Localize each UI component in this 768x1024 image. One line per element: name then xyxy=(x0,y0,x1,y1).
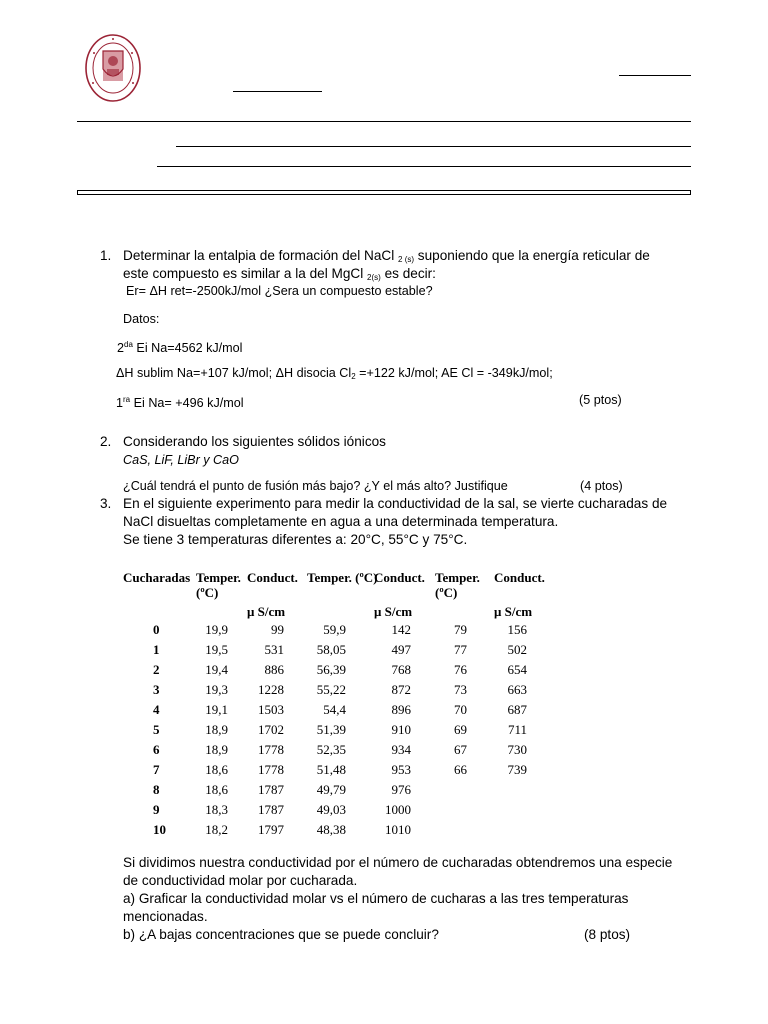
table-header-cond1: Conduct. xyxy=(247,570,298,585)
temp1-cell: 18,3 xyxy=(205,802,228,817)
q3-points: (8 ptos) xyxy=(584,927,631,942)
q2-line1: Considerando los siguientes sólidos iónicos xyxy=(123,434,386,449)
temp3-cell: 69 xyxy=(454,722,467,737)
cond2-cell: 768 xyxy=(391,662,411,677)
table-header-temp1: Temper. xyxy=(196,570,241,585)
q2-number: 2. xyxy=(100,434,112,449)
cond1-cell: 1787 xyxy=(258,802,284,817)
table-header-cond3: Conduct. xyxy=(494,570,545,585)
temp1-cell: 19,9 xyxy=(205,622,228,637)
cond3-cell: 687 xyxy=(507,702,527,717)
temp1-cell: 18,6 xyxy=(205,762,228,777)
cond3-cell: 739 xyxy=(507,762,527,777)
temp2-cell: 49,03 xyxy=(316,802,346,817)
header-blank-line-right xyxy=(619,75,691,76)
table-header-temp3-unit: (ºC) xyxy=(435,585,458,600)
cond2-cell: 142 xyxy=(391,622,411,637)
cond1-cell: 1503 xyxy=(258,702,284,717)
temp1-cell: 19,1 xyxy=(205,702,228,717)
header-rule-2 xyxy=(176,146,691,147)
cond3-cell: 663 xyxy=(507,682,527,697)
table-unit-1: μ S/cm xyxy=(247,604,286,619)
cond2-cell: 953 xyxy=(391,762,411,777)
q1-data-2: ΔH sublim Na=+107 kJ/mol; ΔH disocia $Cl_2 =+122$ kJ/mol; AE Cl = -349kJ/mol; xyxy=(116,366,553,381)
q3-line1: En el siguiente experimento para medir la conductividad de la sal, se vierte cucharadas de xyxy=(123,496,668,511)
table-unit-2: μ S/cm xyxy=(374,604,413,619)
cucharadas-cell: 10 xyxy=(153,822,166,837)
table-header-temp3: Temper. xyxy=(435,570,480,585)
cond1-cell: 1228 xyxy=(258,682,284,697)
q2-points: (4 ptos) xyxy=(580,479,623,493)
q3-p2: de conductividad molar por cucharada. xyxy=(123,873,358,888)
temp2-cell: 59,9 xyxy=(323,622,346,637)
q3-p3: a) Graficar la conductividad molar vs el número de cucharas a las tres temperaturas xyxy=(123,891,629,906)
q1-data-3: $1^{ra}$ Ei Na= +496 kJ/mol xyxy=(116,395,244,410)
cond1-cell: 1778 xyxy=(258,762,284,777)
temp1-cell: 18,9 xyxy=(205,722,228,737)
cucharadas-cell: 0 xyxy=(153,622,160,637)
q3-p4: mencionadas. xyxy=(123,909,208,924)
q2-line2: CaS, LiF, LiBr y CaO xyxy=(123,453,239,467)
cond2-cell: 872 xyxy=(391,682,411,697)
q3-p5: b) ¿A bajas concentraciones que se puede concluir? xyxy=(123,927,439,942)
q3-line3: Se tiene 3 temperaturas diferentes a: 20°C, 55°C y 75°C. xyxy=(123,532,468,547)
header-rule-1 xyxy=(77,121,691,122)
q1-line1: Determinar la entalpia de formación del NaCl $_{2 (s)}$ suponiendo que la energía reticular de xyxy=(123,248,650,264)
cond1-cell: 99 xyxy=(271,622,284,637)
cucharadas-cell: 4 xyxy=(153,702,160,717)
cucharadas-cell: 2 xyxy=(153,662,160,677)
cond2-cell: 910 xyxy=(391,722,411,737)
q3-p1: Si dividimos nuestra conductividad por el número de cucharadas obtendremos una especie xyxy=(123,855,673,870)
cucharadas-cell: 9 xyxy=(153,802,160,817)
temp2-cell: 51,39 xyxy=(316,722,346,737)
header-rule-3 xyxy=(157,166,691,167)
q2-line3: ¿Cuál tendrá el punto de fusión más bajo? ¿Y el más alto? Justifique xyxy=(123,479,508,493)
cucharadas-cell: 1 xyxy=(153,642,160,657)
q3-line2: NaCl disueltas completamente en agua a una determinada temperatura. xyxy=(123,514,559,529)
q1-line3: Er= ΔH ret=-2500kJ/mol ¿Sera un compuesto estable? xyxy=(126,284,433,298)
table-header-temp1-unit: (ºC) xyxy=(196,585,219,600)
q3-number: 3. xyxy=(100,496,112,511)
q1-datos: Datos: xyxy=(123,312,160,326)
cucharadas-cell: 3 xyxy=(153,682,160,697)
cond1-cell: 531 xyxy=(264,642,284,657)
cucharadas-cell: 6 xyxy=(153,742,160,757)
cucharadas-cell: 7 xyxy=(153,762,160,777)
temp2-cell: 51,48 xyxy=(316,762,346,777)
temp3-cell: 73 xyxy=(454,682,467,697)
temp3-cell: 67 xyxy=(454,742,467,757)
cond3-cell: 654 xyxy=(507,662,527,677)
q1-line2: este compuesto es similar a la del MgCl $_{2(s)}$ es decir: xyxy=(123,266,436,282)
table-header-cucharadas: Cucharadas xyxy=(123,570,191,585)
cucharadas-cell: 5 xyxy=(153,722,160,737)
temp2-cell: 54,4 xyxy=(323,702,346,717)
temp2-cell: 55,22 xyxy=(316,682,346,697)
temp1-cell: 18,9 xyxy=(205,742,228,757)
cond2-cell: 1010 xyxy=(385,822,411,837)
table-header-cond2: Conduct. xyxy=(374,570,425,585)
q1-points: (5 ptos) xyxy=(579,393,622,407)
temp1-cell: 19,5 xyxy=(205,642,228,657)
temp1-cell: 18,2 xyxy=(205,822,228,837)
university-seal-logo xyxy=(84,33,142,103)
table-header-temp2: Temper. (ºC) xyxy=(307,570,378,585)
cond2-cell: 934 xyxy=(391,742,411,757)
q1-number: 1. xyxy=(100,248,112,263)
temp3-cell: 76 xyxy=(454,662,467,677)
cucharadas-cell: 8 xyxy=(153,782,160,797)
table-unit-3: μ S/cm xyxy=(494,604,533,619)
cond1-cell: 1778 xyxy=(258,742,284,757)
temp1-cell: 18,6 xyxy=(205,782,228,797)
cond1-cell: 1797 xyxy=(258,822,284,837)
temp3-cell: 79 xyxy=(454,622,467,637)
temp3-cell: 70 xyxy=(454,702,467,717)
header-blank-line-mid xyxy=(233,91,322,92)
temp2-cell: 49,79 xyxy=(316,782,346,797)
cond3-cell: 711 xyxy=(507,722,527,737)
cond3-cell: 730 xyxy=(507,742,527,757)
cond1-cell: 1787 xyxy=(258,782,284,797)
temp2-cell: 52,35 xyxy=(316,742,346,757)
header-double-rule xyxy=(77,190,691,195)
cond3-cell: 156 xyxy=(507,622,527,637)
cond1-cell: 886 xyxy=(264,662,284,677)
temp2-cell: 48,38 xyxy=(316,822,346,837)
cond3-cell: 502 xyxy=(507,642,527,657)
cond2-cell: 497 xyxy=(391,642,411,657)
temp1-cell: 19,3 xyxy=(205,682,228,697)
cond1-cell: 1702 xyxy=(258,722,284,737)
temp1-cell: 19,4 xyxy=(205,662,228,677)
cond2-cell: 1000 xyxy=(385,802,411,817)
temp2-cell: 58,05 xyxy=(316,642,346,657)
cond2-cell: 896 xyxy=(391,702,411,717)
temp3-cell: 77 xyxy=(454,642,467,657)
temp3-cell: 66 xyxy=(454,762,467,777)
cond2-cell: 976 xyxy=(391,782,411,797)
temp2-cell: 56,39 xyxy=(316,662,346,677)
q1-data-1: $2^{da}$ Ei Na=4562 kJ/mol xyxy=(117,340,243,355)
